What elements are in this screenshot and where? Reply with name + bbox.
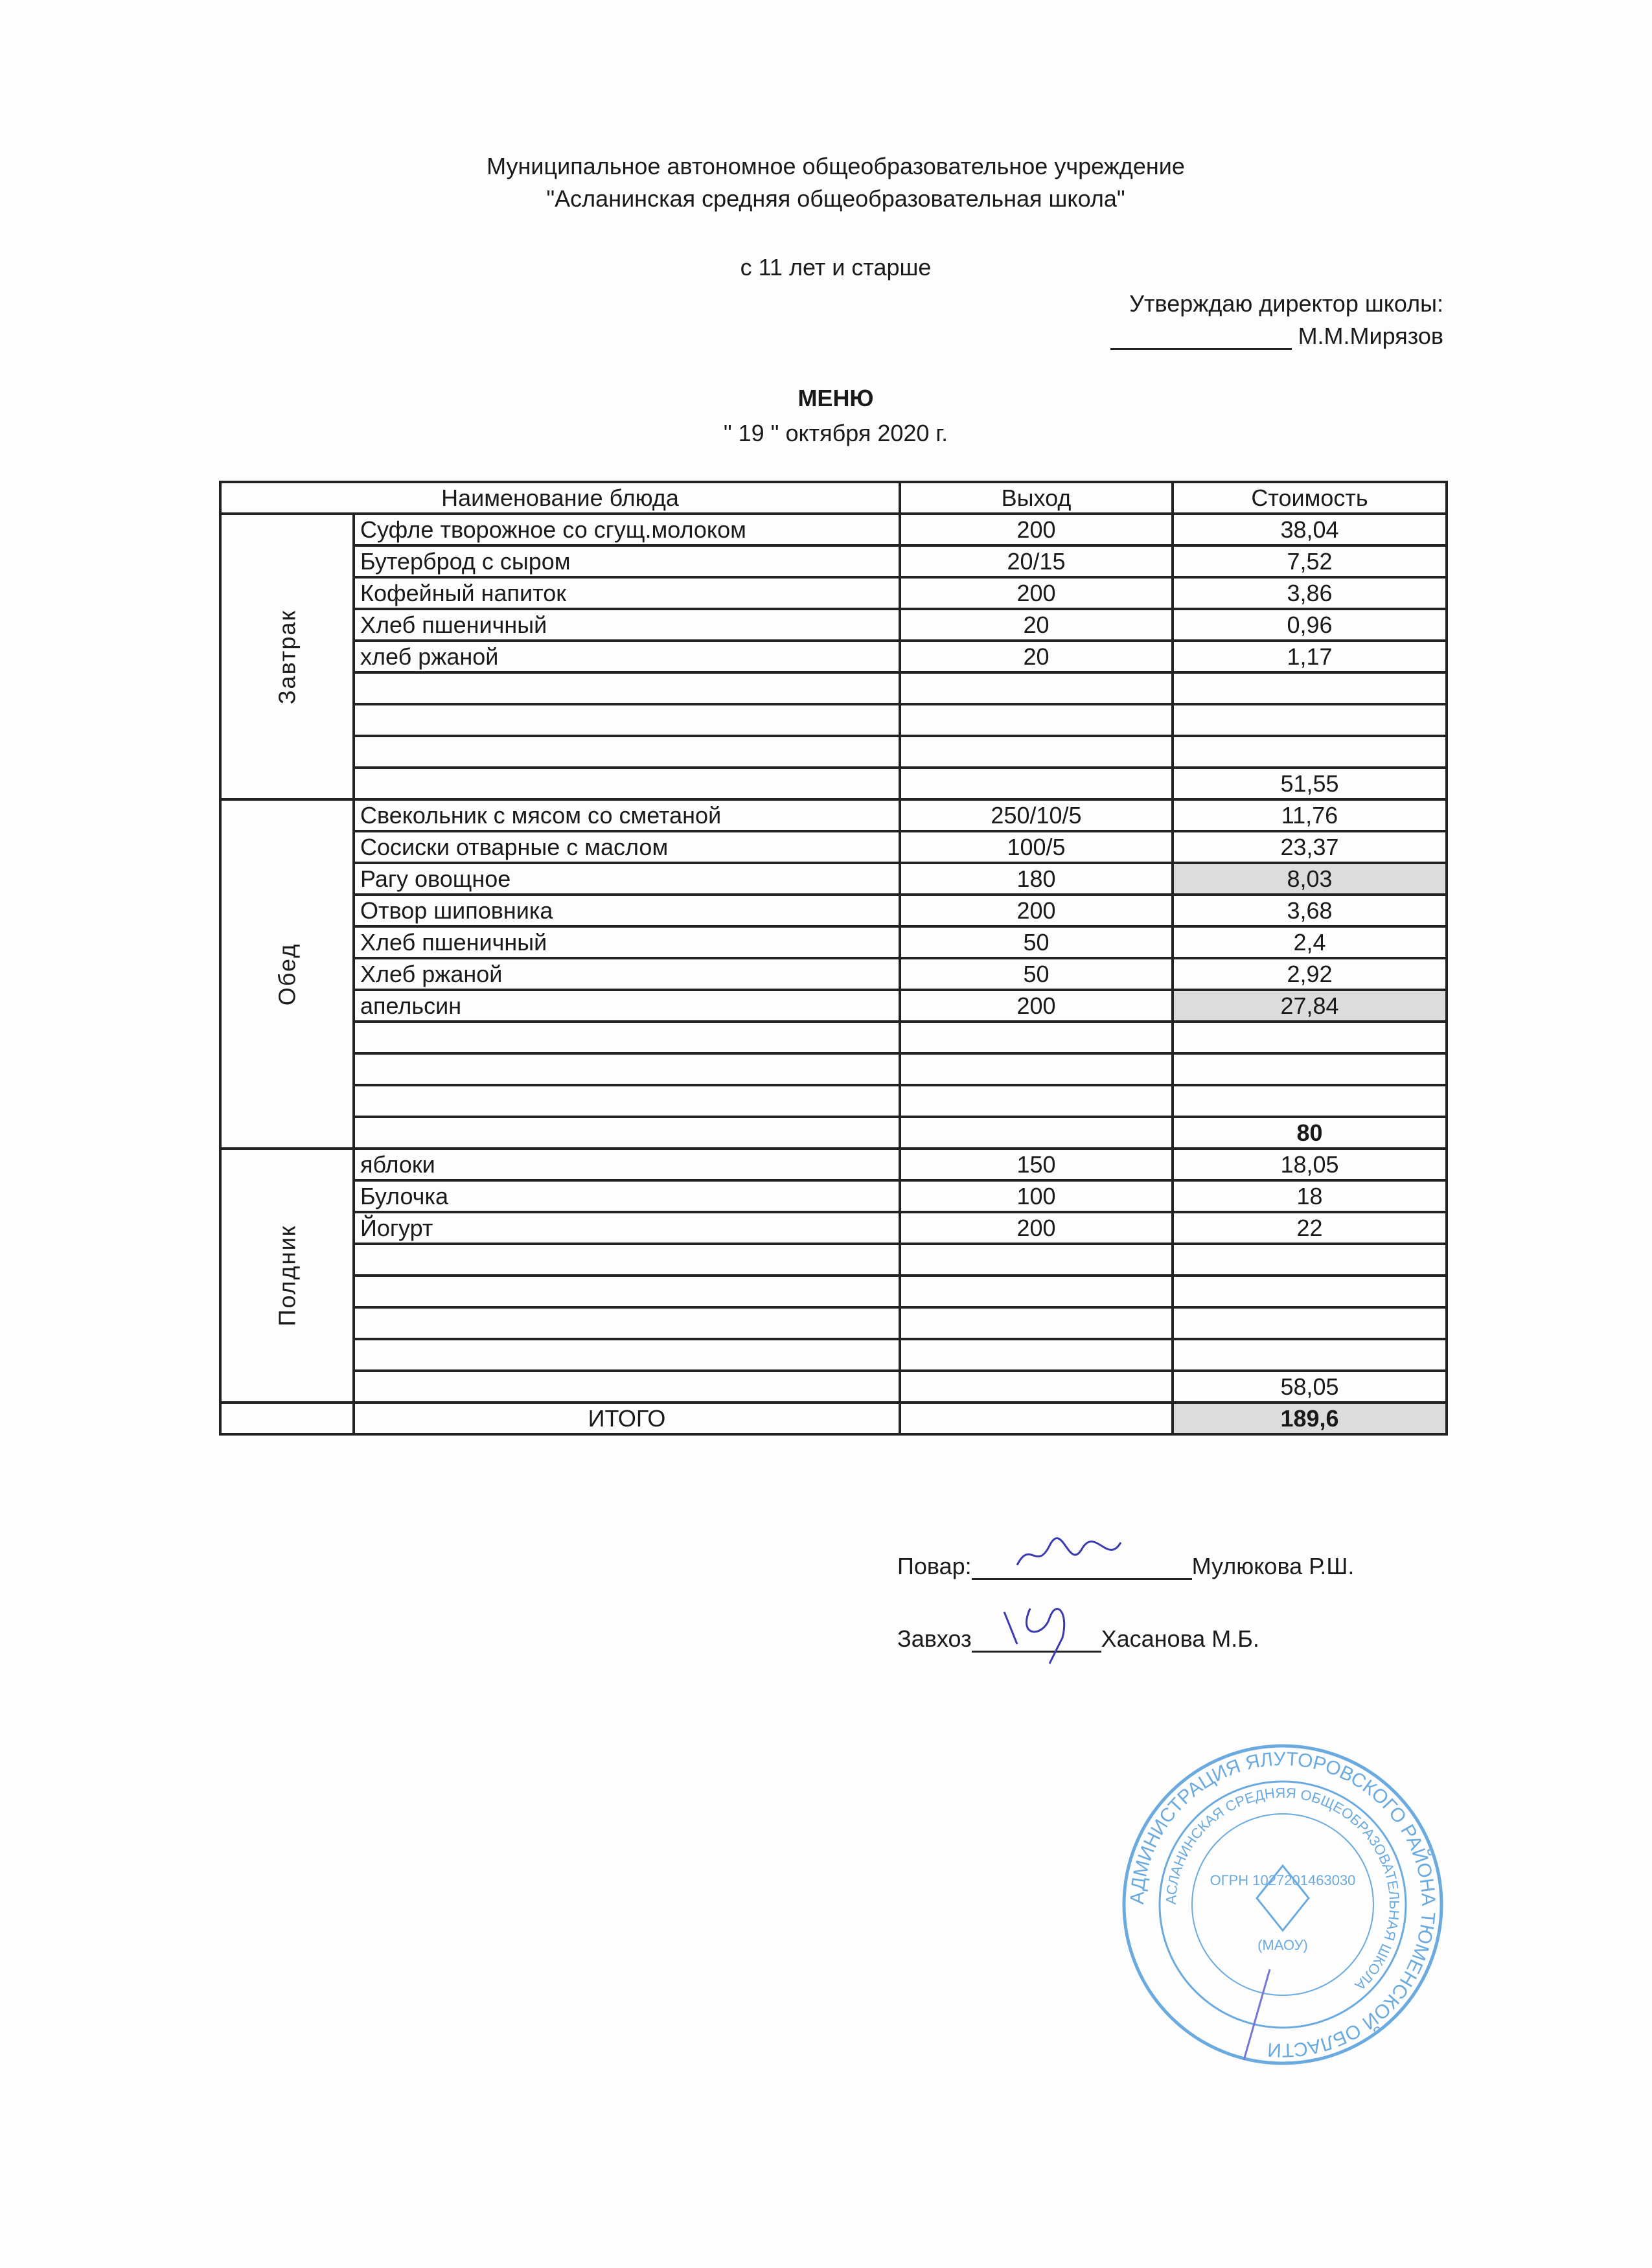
grand-total-value: 189,6 [1173,1403,1447,1434]
yield-cell [900,672,1173,704]
column-header-cost: Стоимость [1173,482,1447,514]
section-label-cell [220,1149,354,1403]
stamp-abbr: (МАОУ) [1257,1937,1308,1953]
yield-cell: 20/15 [900,545,1173,577]
section-label-cell [220,799,354,1149]
yield-cell: 150 [900,1149,1173,1180]
table-row [220,641,1447,672]
dish-name-cell: Бутерброд с сыром [354,545,900,577]
table-row [220,1212,1447,1244]
age-group: с 11 лет и старше [740,254,932,281]
page-title: МЕНЮ [797,385,874,411]
dish-name-cell: Кофейный напиток [354,577,900,609]
empty-cell [220,1403,354,1434]
yield-cell [900,1053,1173,1085]
column-header-yield: Выход [900,482,1173,514]
cost-cell: 38,04 [1173,514,1447,545]
yield-cell: 180 [900,863,1173,895]
section-label-cell [220,514,354,799]
school-stamp [1114,1736,1451,2073]
dish-name-cell: Рагу овощное [354,863,900,895]
section-label: Полдник [273,1224,301,1327]
dish-name-cell [354,1339,900,1371]
table-row [220,1053,1447,1085]
table-row [220,831,1447,863]
cost-cell [1173,1339,1447,1371]
empty-cell [900,768,1173,799]
stamp-inner-text: АСЛАНИНСКАЯ СРЕДНЯЯ ОБЩЕОБРАЗОВАТЕЛЬНАЯ ШКОЛА [1162,1784,1403,1994]
yield-cell: 50 [900,926,1173,958]
table-row [220,1244,1447,1276]
cost-cell: 22 [1173,1212,1447,1244]
dish-name-cell [354,704,900,736]
section-total: 58,05 [1173,1371,1447,1403]
dish-name-cell: Отвор шиповника [354,895,900,926]
section-total-row [220,768,1447,799]
dish-name-cell: Хлеб пшеничный [354,926,900,958]
cost-cell [1173,1085,1447,1117]
dish-name-cell: апельсин [354,990,900,1022]
yield-cell: 200 [900,990,1173,1022]
cost-cell: 2,4 [1173,926,1447,958]
table-row [220,1149,1447,1180]
cost-cell: 18,05 [1173,1149,1447,1180]
grand-total-row [220,1403,1447,1434]
dish-name-cell: яблоки [354,1149,900,1180]
table-row [220,958,1447,990]
cook-name: Мулюкова Р.Ш. [1191,1553,1355,1579]
yield-cell: 100 [900,1180,1173,1212]
cook-label: Повар: [897,1553,972,1579]
stamp-outer-text: АДМИНИСТРАЦИЯ ЯЛУТОРОВСКОГО РАЙОНА ТЮМЕНСКОЙ ОБЛАСТИ [1126,1748,1440,2061]
cost-cell: 11,76 [1173,799,1447,831]
dish-name-cell: Свекольник с мясом со сметаной [354,799,900,831]
cost-cell [1173,736,1447,768]
approve-label: Утверждаю директор школы: [1129,290,1443,317]
cost-cell: 23,37 [1173,831,1447,863]
table-row [220,1307,1447,1339]
cost-cell: 1,17 [1173,641,1447,672]
cost-cell [1173,672,1447,704]
cost-cell: 3,86 [1173,577,1447,609]
section-label: Обед [273,943,301,1005]
table-row [220,672,1447,704]
dish-name-cell: Сосиски отварные с маслом [354,831,900,863]
table-row [220,609,1447,641]
cook-handwritten-signature [1011,1533,1140,1578]
cost-cell: 8,03 [1173,863,1447,895]
stamp-ogrn: ОГРН 1027201463030 [1210,1872,1356,1888]
yield-cell [900,736,1173,768]
yield-cell: 50 [900,958,1173,990]
section-total: 80 [1173,1117,1447,1149]
table-row [220,1085,1447,1117]
column-header-dish: Наименование блюда [220,482,900,514]
yield-cell [900,1022,1173,1053]
table-row [220,990,1447,1022]
yield-cell [900,1085,1173,1117]
org-name-line2: "Асланинская средняя общеобразовательная школа" [546,185,1125,212]
table-row [220,863,1447,895]
yield-cell: 20 [900,641,1173,672]
dish-name-cell: Суфле творожное со сгущ.молоком [354,514,900,545]
table-row [220,895,1447,926]
yield-cell: 200 [900,577,1173,609]
dish-name-cell: Хлеб ржаной [354,958,900,990]
table-row [220,1339,1447,1371]
empty-cell [900,1371,1173,1403]
table-row [220,1180,1447,1212]
table-row [220,799,1447,831]
dish-name-cell: Йогурт [354,1212,900,1244]
cost-cell: 0,96 [1173,609,1447,641]
section-label: Завтрак [273,609,301,704]
yield-cell [900,704,1173,736]
yield-cell: 100/5 [900,831,1173,863]
director-signature-line [1110,348,1292,350]
yield-cell: 20 [900,609,1173,641]
cost-cell [1173,1244,1447,1276]
dish-name-cell: Булочка [354,1180,900,1212]
empty-cell [354,1117,900,1149]
table-row [220,577,1447,609]
yield-cell [900,1339,1173,1371]
director-name: М.М.Мирязов [1298,323,1443,349]
cost-cell: 7,52 [1173,545,1447,577]
yield-cell [900,1244,1173,1276]
storekeeper-name: Хасанова М.Б. [1101,1625,1259,1652]
dish-name-cell [354,1276,900,1307]
cost-cell: 3,68 [1173,895,1447,926]
table-row [220,514,1447,545]
dish-name-cell: Хлеб пшеничный [354,609,900,641]
cost-cell: 2,92 [1173,958,1447,990]
dish-name-cell [354,1085,900,1117]
yield-cell: 200 [900,1212,1173,1244]
storekeeper-signature [972,1625,1101,1653]
menu-date: " 19 " октября 2020 г. [723,420,948,446]
cost-cell [1173,704,1447,736]
storekeeper-handwritten-signature [991,1599,1095,1670]
dish-name-cell [354,1244,900,1276]
yield-cell: 250/10/5 [900,799,1173,831]
section-total-row [220,1117,1447,1149]
table-row [220,926,1447,958]
empty-cell [900,1403,1173,1434]
grand-total-label: ИТОГО [354,1403,900,1434]
section-total-row [220,1371,1447,1403]
cost-cell: 18 [1173,1180,1447,1212]
section-total: 51,55 [1173,768,1447,799]
table-row [220,704,1447,736]
yield-cell [900,1307,1173,1339]
org-name-line1: Муниципальное автономное общеобразовательное учреждение [487,153,1185,179]
cook-signature [972,1552,1192,1580]
cost-cell [1173,1276,1447,1307]
dish-name-cell: хлеб ржаной [354,641,900,672]
cost-cell: 27,84 [1173,990,1447,1022]
empty-cell [354,1371,900,1403]
table-row [220,1022,1447,1053]
yield-cell: 200 [900,895,1173,926]
table-row [220,545,1447,577]
yield-cell [900,1276,1173,1307]
cook-signature-block [897,1552,1354,1580]
cost-cell [1173,1022,1447,1053]
dish-name-cell [354,736,900,768]
dish-name-cell [354,1022,900,1053]
menu-table [219,481,1448,1436]
empty-cell [354,768,900,799]
dish-name-cell [354,1307,900,1339]
storekeeper-signature-block [897,1625,1259,1653]
cost-cell [1173,1053,1447,1085]
empty-cell [900,1117,1173,1149]
cost-cell [1173,1307,1447,1339]
yield-cell: 200 [900,514,1173,545]
table-header-row [220,482,1447,514]
dish-name-cell [354,672,900,704]
director-line [1110,323,1443,350]
dish-name-cell [354,1053,900,1085]
storekeeper-label: Завхоз [897,1625,972,1652]
table-row [220,736,1447,768]
table-row [220,1276,1447,1307]
